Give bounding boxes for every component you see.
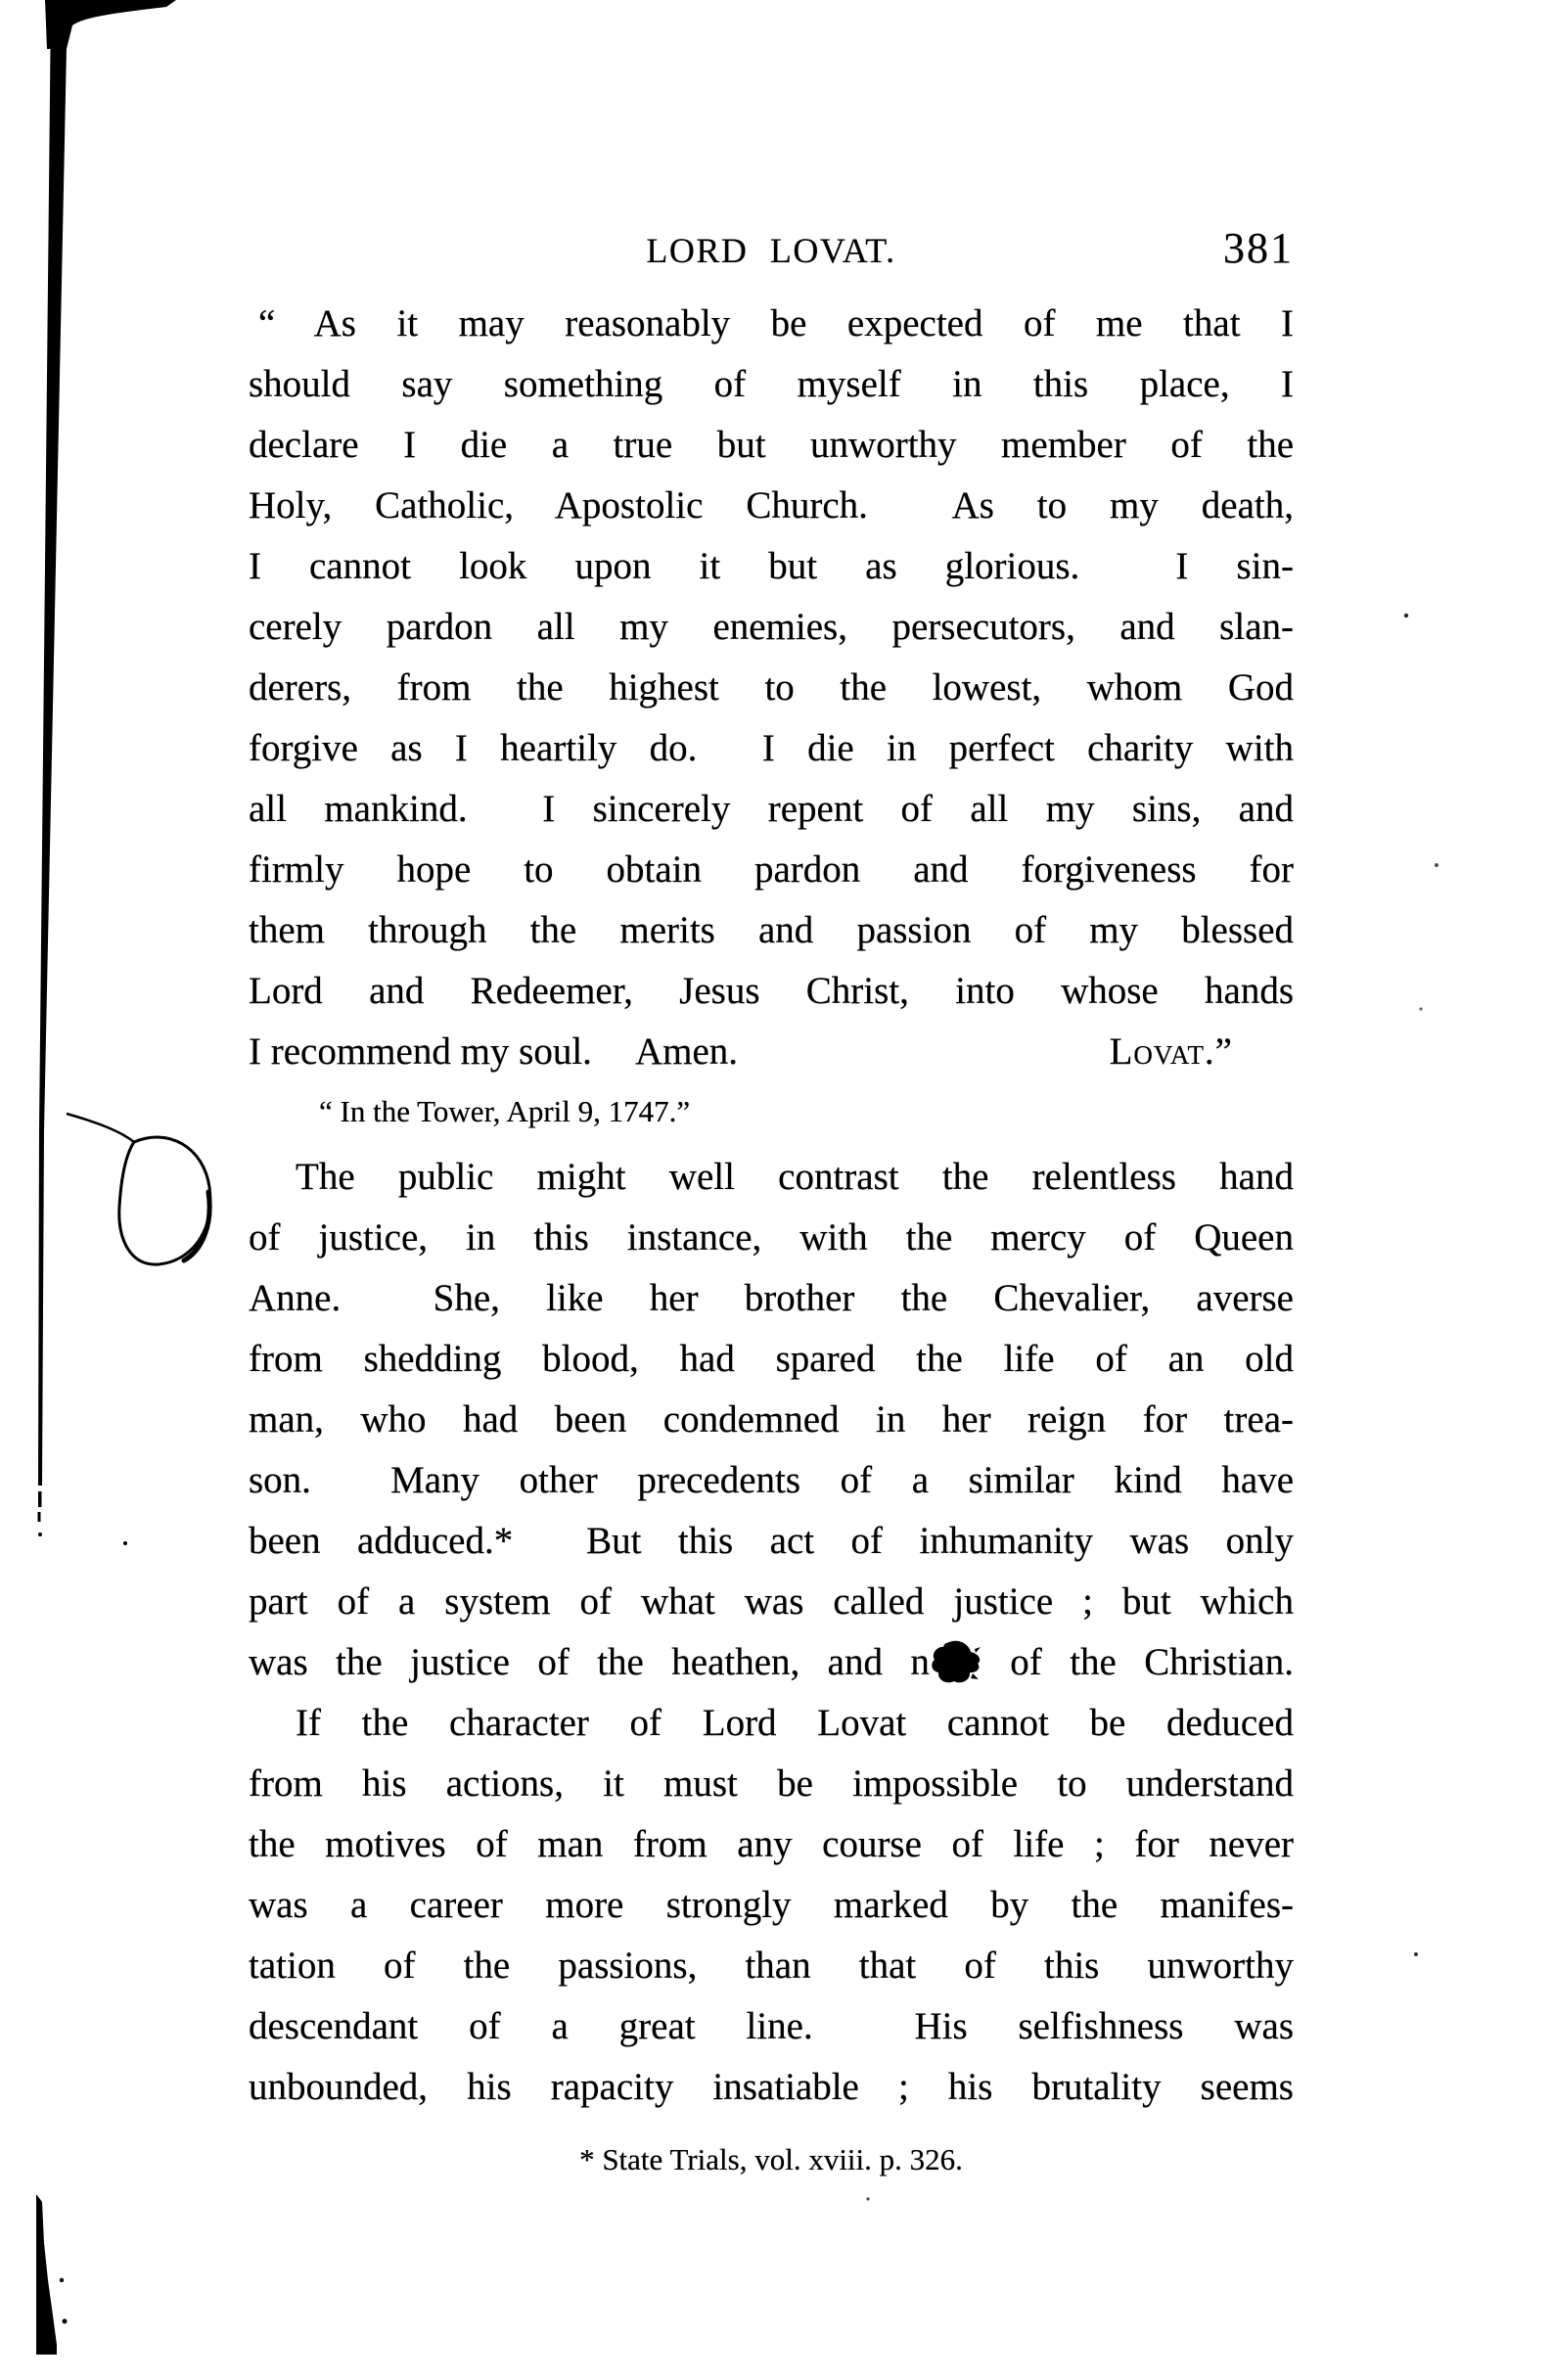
bottom-left-wedge-artifact xyxy=(36,2194,57,2355)
text-line: forgive as I heartily do. I die in perfect charity with xyxy=(249,727,1294,769)
page-title: LORD LOVAT. xyxy=(646,231,896,270)
text-line: from shedding blood, had spared the life of an old xyxy=(249,1338,1294,1380)
pen-stroke-artifact xyxy=(67,1114,134,1142)
text-segment: was the justice of the heathen, and n xyxy=(249,1641,930,1683)
text-line: all mankind. I sincerely repent of all my sins, and xyxy=(249,788,1294,830)
paragraph xyxy=(249,1693,1294,2118)
text-line-with-blot xyxy=(249,1632,1294,1693)
text-line: firmly hope to obtain pardon and forgiveness for xyxy=(249,848,1294,891)
text-line: of justice, in this instance, with the mercy of Queen xyxy=(249,1216,1294,1259)
text-line: the motives of man from any course of life ; for never xyxy=(249,1823,1294,1865)
text-line: son. Many other precedents of a similar kind have xyxy=(249,1459,1294,1501)
text-line: them through the merits and passion of my blessed xyxy=(249,909,1294,951)
text-line: part of a system of what was called justice ; but which xyxy=(249,1580,1294,1623)
quote-paragraph xyxy=(249,294,1294,1082)
pen-loop-artifact xyxy=(119,1137,210,1264)
text-line: I cannot look upon it but as glorious. I sin- xyxy=(249,545,1294,587)
paragraph xyxy=(249,1147,1294,1693)
text-line: been adduced.* But this act of inhumanity was only xyxy=(249,1520,1294,1562)
text-line: tation of the passions, than that of this unworthy xyxy=(249,1945,1294,1987)
text-line: I recommend my soul. xyxy=(249,1030,592,1073)
text-line: The public might well contrast the relentless hand xyxy=(296,1156,1294,1198)
text-line: cerely pardon all my enemies, persecutors, and slan- xyxy=(249,606,1294,648)
text-line: If the character of Lord Lovat cannot be deduced xyxy=(296,1702,1294,1744)
pen-loop-artifact xyxy=(184,1192,209,1260)
quote-closing-line xyxy=(249,1022,1294,1082)
binding-edge-artifact xyxy=(38,1130,44,1486)
footnote: * State Trials, vol. xviii. p. 326. xyxy=(579,2142,963,2176)
text-line: declare I die a true but unworthy member of the xyxy=(249,424,1294,466)
binding-edge-artifact xyxy=(39,0,68,1130)
ink-blot xyxy=(930,1640,982,1685)
text-line: man, who had been condemned in her reign for trea- xyxy=(249,1398,1294,1441)
quote-dateline: “ In the Tower, April 9, 1747.” xyxy=(319,1094,691,1128)
text-line: from his actions, it must be impossible to understand xyxy=(249,1762,1294,1805)
text-line: unbounded, his rapacity insatiable ; his brutality seems xyxy=(249,2066,1294,2108)
text-line: descendant of a great line. His selfishness was xyxy=(249,2005,1294,2047)
text-line: was a career more strongly marked by the manifes- xyxy=(249,1884,1294,1926)
text-line: Lord and Redeemer, Jesus Christ, into whose hands xyxy=(249,970,1294,1012)
quote-signature: Lovat.” xyxy=(1109,1030,1233,1073)
top-left-wedge-artifact xyxy=(45,0,176,49)
page-number: 381 xyxy=(1223,224,1294,272)
text-line: “ As it may reasonably be expected of me that I xyxy=(258,302,1294,344)
text-line: should say something of myself in this place, I xyxy=(249,363,1294,405)
text-segment: of the Christian. xyxy=(981,1641,1294,1683)
text-line: Anne. She, like her brother the Chevalier, averse xyxy=(249,1277,1294,1319)
amen-text: Amen. xyxy=(634,1030,738,1073)
text-line: derers, from the highest to the lowest, whom God xyxy=(249,666,1294,709)
text-line: Holy, Catholic, Apostolic Church. As to my death, xyxy=(249,484,1294,526)
